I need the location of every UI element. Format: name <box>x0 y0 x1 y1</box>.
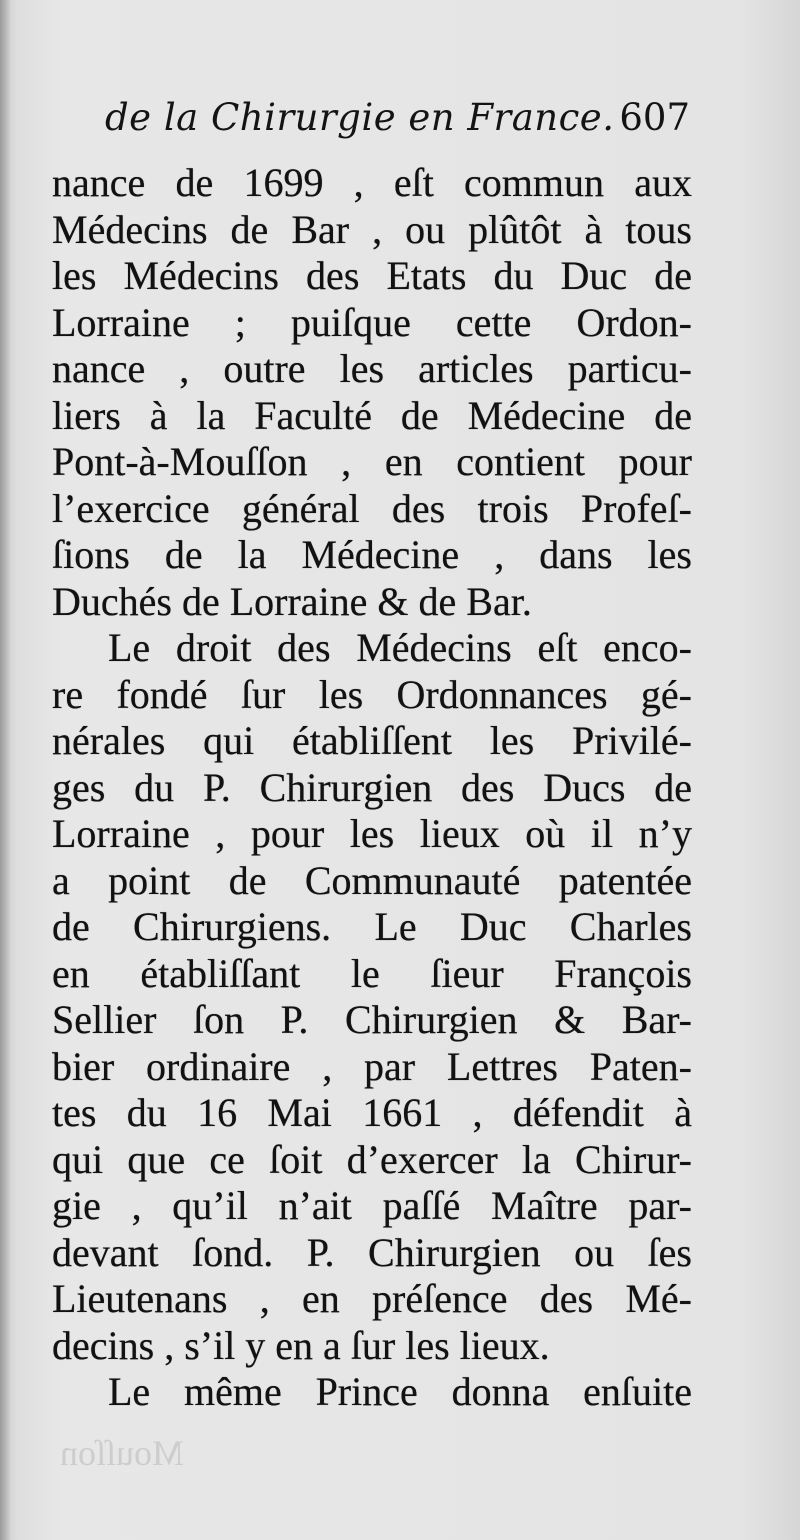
text-line: Lorraine ; puiſque cette Ordon- <box>52 299 692 345</box>
bleed-through-text: Mouſſon <box>60 1433 185 1473</box>
text-line: les Médecins des Etats du Duc de <box>52 253 692 298</box>
text-line: decins , s’il y en a ſur les lieux. <box>52 1322 550 1368</box>
text-line: nance de 1699 , eſt commun aux <box>52 160 692 205</box>
text-line: bier ordinaire , par Lettres Paten- <box>52 1043 692 1089</box>
text-line: Pont-à-Mouſſon , en contient pour <box>52 439 692 484</box>
text-line: ges du P. Chirurgien des Ducs de <box>52 764 692 810</box>
page-number: 607 <box>619 96 690 139</box>
body-text <box>52 160 692 1416</box>
text-line: gie , qu’il n’ait paſſé Maître par- <box>52 1183 692 1228</box>
text-line: Médecins de Bar , ou plûtôt à tous <box>52 206 692 252</box>
text-line: Sellier ſon P. Chirurgien & Bar- <box>52 997 692 1042</box>
paragraph-start: Le droit des Médecins eſt enco- <box>108 625 692 670</box>
text-line: nérales qui établiſſent les Privilé- <box>52 718 692 763</box>
text-line: liers à la Faculté de Médecine de <box>52 392 692 438</box>
text-line: Lorraine , pour les lieux où il n’y <box>52 811 692 856</box>
text-line: a point de Communauté patentée <box>52 857 692 903</box>
text-line: tes du 16 Mai 1661 , défendit à <box>52 1090 692 1135</box>
paragraph-start: Le même Prince donna enſuite <box>108 1369 692 1414</box>
text-line: devant ſond. P. Chirurgien ou ſes <box>52 1229 692 1275</box>
text-line: qui que ce ſoit d’exercer la Chirur- <box>52 1136 692 1182</box>
text-line: Duchés de Lorraine & de Bar. <box>52 578 532 624</box>
text-line: l’exercice général des trois Profeſ- <box>52 485 692 531</box>
page-gutter <box>0 0 10 1540</box>
running-title: de la Chirurgie en France. <box>105 96 615 139</box>
text-line: ſions de la Médecine , dans les <box>52 532 692 577</box>
text-line: de Chirurgiens. Le Duc Charles <box>52 904 692 949</box>
page-header <box>105 96 690 156</box>
text-line: Lieutenans , en préſence des Mé- <box>52 1276 692 1321</box>
text-line: re fondé ſur les Ordonnances gé- <box>52 671 692 717</box>
text-line: en établiſſant le ſieur François <box>52 950 692 996</box>
text-line: nance , outre les articles particu- <box>52 346 692 391</box>
